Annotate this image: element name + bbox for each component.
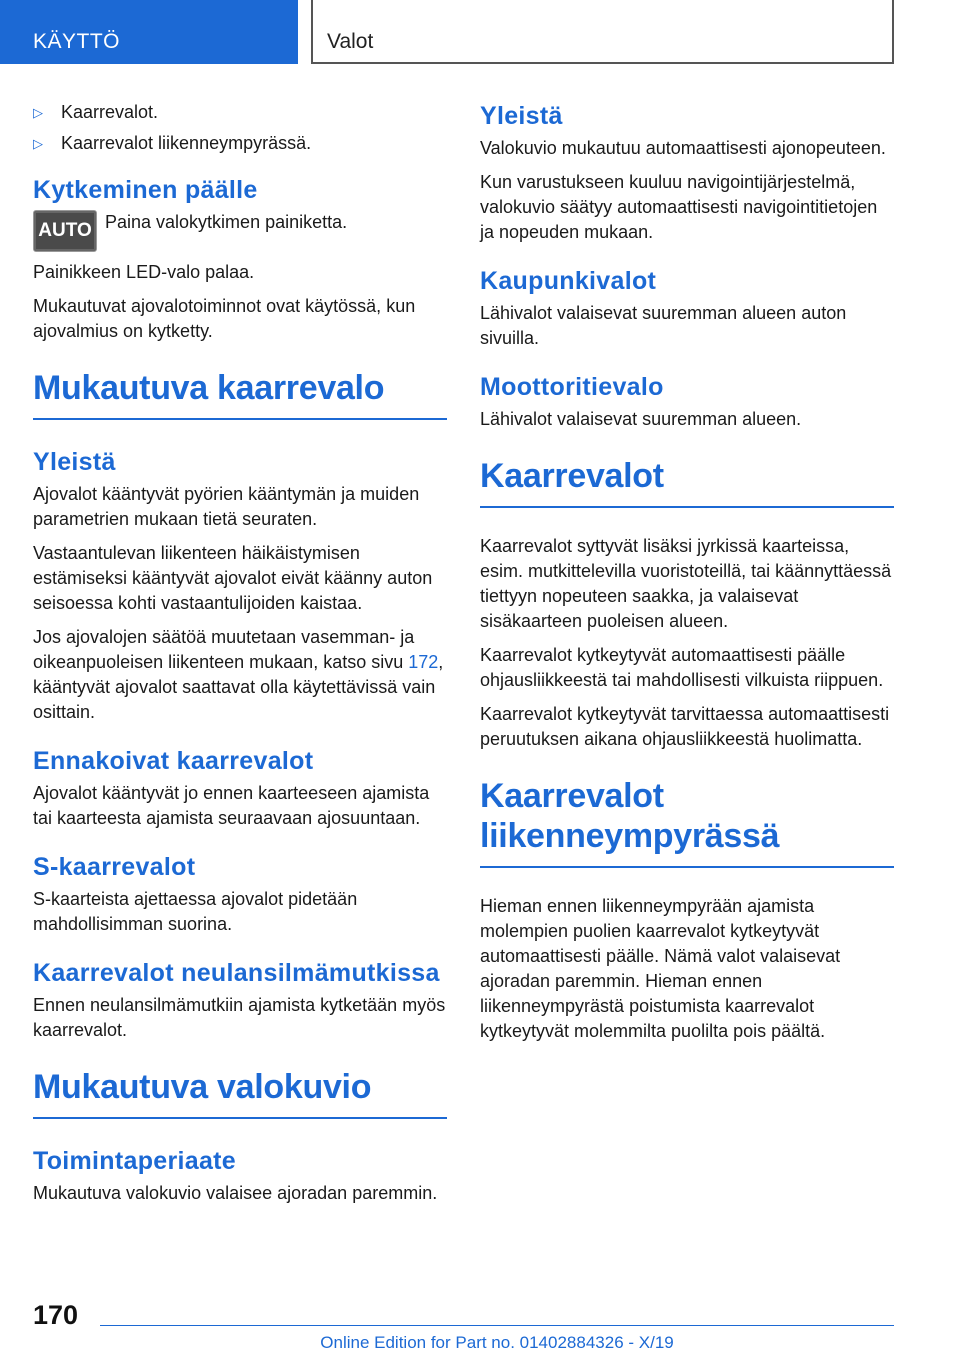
chapter-title-box: [311, 0, 894, 64]
left-column: [33, 100, 447, 1215]
section-tab: [0, 0, 298, 64]
chapter-heading: Kaarrevalot: [480, 456, 894, 508]
paragraph: Vastaantulevan liikenteen häikäistymisen estämiseksi kääntyvät ajovalot eivät käänny auton seisoessa kohti vastaantulijoiden kaistaa.: [33, 543, 433, 613]
paragraph: Painikkeen LED-valo palaa.: [33, 262, 255, 282]
section-heading: Yleistä: [33, 448, 116, 476]
list-item: [33, 131, 447, 156]
section-heading: Toimintaperiaate: [33, 1147, 236, 1175]
auto-button-icon: AUTO: [33, 210, 97, 252]
page-number: 170: [33, 1300, 79, 1330]
paragraph: Mukautuvat ajovalotoiminnot ovat käytössä, kun ajovalmius on kytketty.: [33, 296, 416, 341]
list-item-text: Kaarrevalot liikenneympyrässä.: [61, 133, 312, 153]
edition-footer: Online Edition for Part no. 01402884326 - X/19: [320, 1333, 674, 1352]
paragraph: Mukautuva valokuvio valaisee ajoradan paremmin.: [33, 1183, 438, 1203]
paragraph: S-kaarteista ajettaessa ajovalot pidetään mahdollisimman suorina.: [33, 889, 358, 934]
section-heading: Kytkeminen päälle: [33, 176, 258, 204]
right-column: [480, 100, 894, 1053]
chapter-heading: Kaarrevalot liikenneympyrässä: [480, 776, 894, 868]
chapter-heading: Mukautuva kaarrevalo: [33, 368, 447, 420]
paragraph: Kun varustukseen kuuluu navigointijärjestelmä, valokuvio säätyy automaattisesti navigointitietojen ja nopeuden mukaan.: [480, 172, 878, 242]
paragraph: Ennen neulansilmämutkiin ajamista kytketään myös kaarrevalot.: [33, 995, 446, 1040]
paragraph: Kaarrevalot kytkeytyvät tarvittaessa automaattisesti peruutuksen aikana ohjausliikkeestä huolimatta.: [480, 704, 890, 749]
page-reference-link[interactable]: 172: [408, 652, 439, 672]
auto-instruction: [33, 210, 447, 252]
footer-divider: [100, 1325, 894, 1326]
section-heading: Moottoritievalo: [480, 373, 664, 401]
instruction-text: Paina valokytkimen painiketta.: [105, 212, 348, 232]
paragraph: Ajovalot kääntyvät pyörien kääntymän ja muiden parametrien mukaan tietä seuraten.: [33, 484, 420, 529]
paragraph: Kaarrevalot kytkeytyvät automaattisesti päälle ohjausliikkeestä tai mahdollisesti vilkuista riippuen.: [480, 645, 884, 690]
section-heading: Kaupunkivalot: [480, 267, 657, 295]
paragraph: Hieman ennen liikenneympyrään ajamista molempien puolien kaarrevalot kytkeytyvät automaattisesti päälle. Nämä valot valaisevat ajoradan paremmin. Hieman ennen liikenneympyrästä poistumista kaarrevalot kytkeytyvät molemmilta puolilta pois päältä.: [480, 896, 841, 1041]
section-heading: Kaarrevalot neulansilmämutkissa: [33, 959, 440, 987]
paragraph-text: Jos ajovalojen säätöä muutetaan vasemman- ja oikeanpuoleisen liikenteen mukaan, katso sivu: [33, 627, 415, 672]
paragraph: Lähivalot valaisevat suuremman alueen auton sivuilla.: [480, 303, 847, 348]
paragraph: Ajovalot kääntyvät jo ennen kaarteeseen ajamista tai kaarteesta ajamista seuraavaan ajosuuntaan.: [33, 783, 430, 828]
triangle-bullet-icon: ▷: [33, 105, 43, 120]
chapter-heading: Mukautuva valokuvio: [33, 1067, 447, 1119]
paragraph: [33, 625, 447, 725]
section-heading: Ennakoivat kaarrevalot: [33, 747, 314, 775]
section-label: KÄYTTÖ: [33, 30, 121, 53]
section-heading: Yleistä: [480, 102, 563, 130]
paragraph-text: , kääntyvät ajovalot saattavat olla käytettävissä vain osittain.: [33, 652, 444, 722]
list-item-text: Kaarrevalot.: [61, 102, 159, 122]
paragraph: Lähivalot valaisevat suuremman alueen.: [480, 409, 802, 429]
section-heading: S-kaarrevalot: [33, 853, 196, 881]
list-item: [33, 100, 447, 125]
triangle-bullet-icon: ▷: [33, 136, 43, 151]
paragraph: Kaarrevalot syttyvät lisäksi jyrkissä kaarteissa, esim. mutkittelevilla vuoristoteillä, tai käännyttäessä tiettyyn nopeuteen saakka, ja valaisevat sisäkaarteen puoleisen alueen.: [480, 536, 892, 631]
paragraph: Valokuvio mukautuu automaattisesti ajonopeuteen.: [480, 138, 886, 158]
chapter-title: Valot: [327, 30, 374, 53]
